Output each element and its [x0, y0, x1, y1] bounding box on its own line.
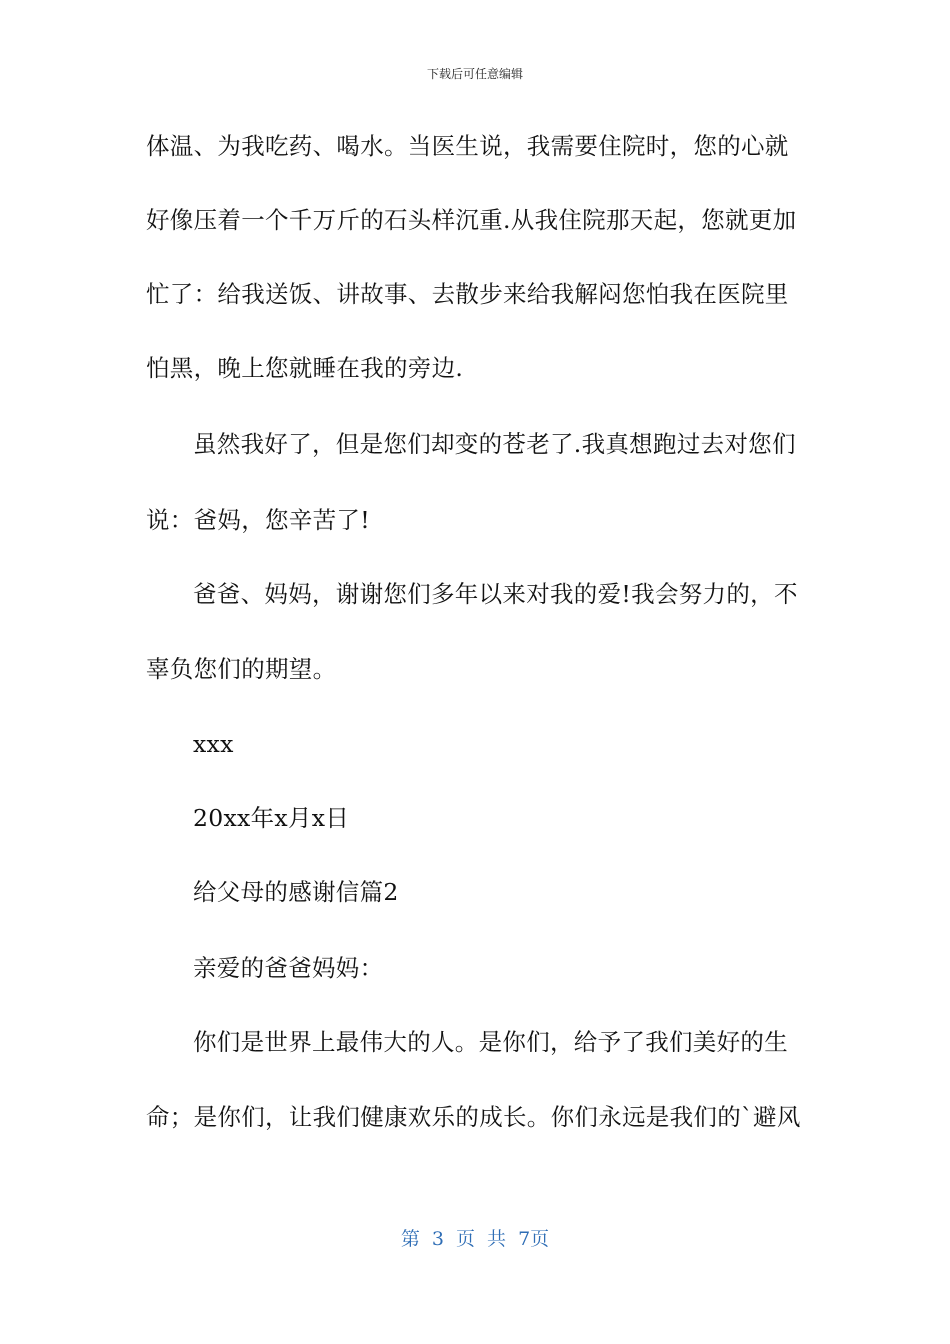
paragraph-line: 辜负您们的期望。: [146, 655, 337, 683]
section-title: 给父母的感谢信篇2: [193, 878, 399, 906]
paragraph-line: 虽然我好了，但是您们却变的苍老了.我真想跑过去对您们: [193, 430, 796, 458]
paragraph-line: 命；是你们，让我们健康欢乐的成长。你们永远是我们的`避风: [146, 1103, 801, 1131]
page-header-note: 下载后可任意编辑: [426, 67, 523, 81]
letter-salutation: 亲爱的爸爸妈妈：: [193, 954, 384, 982]
paragraph-line: 体温、为我吃药、喝水。当医生说，我需要住院时，您的心就: [146, 132, 789, 160]
signature-date: 20xx年x月x日: [193, 804, 350, 832]
signature-name: xxx: [193, 730, 234, 758]
paragraph-line: 你们是世界上最伟大的人。是你们，给予了我们美好的生: [193, 1028, 788, 1056]
paragraph-line: 怕黑，晚上您就睡在我的旁边.: [146, 354, 464, 382]
paragraph-line: 好像压着一个千万斤的石头样沉重.从我住院那天起，您就更加: [146, 206, 797, 234]
paragraph-line: 说：爸妈，您辛苦了!: [146, 506, 370, 534]
paragraph-line: 忙了：给我送饭、讲故事、去散步来给我解闷您怕我在医院里: [146, 280, 789, 308]
page-number-footer: 第 3 页 共 7页: [400, 1228, 550, 1250]
paragraph-line: 爸爸、妈妈，谢谢您们多年以来对我的爱!我会努力的，不: [193, 580, 798, 608]
